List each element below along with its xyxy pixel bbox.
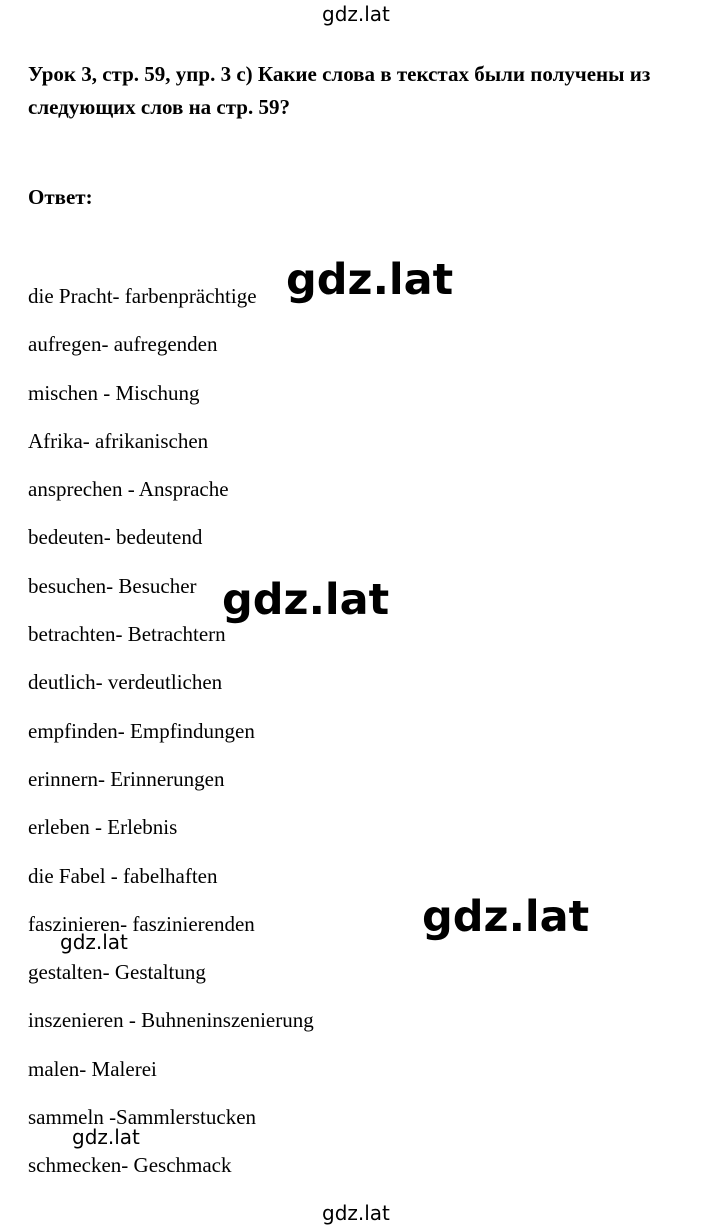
list-item: faszinieren- faszinierenden bbox=[28, 911, 255, 936]
watermark-top: gdz.lat bbox=[322, 2, 390, 26]
list-item: die Pracht- farbenprächtige bbox=[28, 284, 257, 308]
watermark-large-3: gdz.lat bbox=[422, 892, 590, 942]
list-item: inszenieren - Buhneninszenierung bbox=[28, 1008, 314, 1033]
watermark-large-1: gdz.lat bbox=[286, 255, 454, 305]
list-item: erleben - Erlebnis bbox=[28, 815, 178, 840]
list-item: besuchen- Besucher bbox=[28, 573, 197, 598]
word-list bbox=[28, 280, 314, 1198]
list-item: Afrika- afrikanischen bbox=[28, 428, 209, 453]
exercise-heading: Урок 3, стр. 59, упр. 3 с) Какие слова в текстах были получены из следующих слов на стр. 59? bbox=[28, 62, 651, 119]
list-item: malen- Malerei bbox=[28, 1056, 157, 1081]
list-item: bedeuten- bedeutend bbox=[28, 525, 203, 550]
watermark-small-1: gdz.lat bbox=[60, 930, 128, 954]
watermark-large-2: gdz.lat bbox=[222, 575, 390, 625]
list-item: erinnern- Erinnerungen bbox=[28, 766, 225, 791]
list-item: betrachten- Betrachtern bbox=[28, 622, 226, 647]
list-item: die Fabel - fabelhaften bbox=[28, 863, 218, 888]
list-item: sammeln -Sammlerstucken bbox=[28, 1105, 257, 1130]
watermark-bottom: gdz.lat bbox=[322, 1201, 390, 1225]
list-item: schmecken- Geschmack bbox=[28, 1153, 232, 1178]
answer-label: Ответ: bbox=[28, 185, 93, 209]
list-item: gestalten- Gestaltung bbox=[28, 960, 206, 985]
list-item: ansprechen - Ansprache bbox=[28, 477, 229, 502]
list-item: deutlich- verdeutlichen bbox=[28, 670, 223, 695]
list-item: mischen - Mischung bbox=[28, 380, 200, 405]
watermark-small-2: gdz.lat bbox=[72, 1125, 140, 1149]
list-item: empfinden- Empfindungen bbox=[28, 718, 255, 743]
list-item: aufregen- aufregenden bbox=[28, 332, 218, 357]
